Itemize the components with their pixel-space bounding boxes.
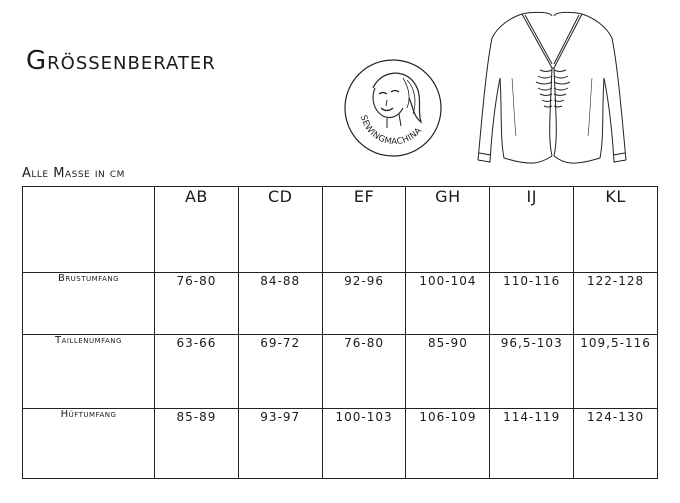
table-cell: 96,5-103 [490,335,574,409]
page-title: Grössenberater [26,46,216,76]
size-table [22,186,658,479]
table-cell: 124-130 [574,409,658,479]
table-header-row [23,187,658,273]
table-cell: 69-72 [238,335,322,409]
table-cell: 76-80 [322,335,406,409]
row-label: Taillenumfang [23,335,155,409]
table-cell: 110-116 [490,273,574,335]
table-row [23,335,658,409]
table-cell: 84-88 [238,273,322,335]
table-cell: 85-90 [406,335,490,409]
column-header: KL [574,187,658,273]
cardigan-sketch-icon [470,8,640,168]
cardigan-sketch [470,8,640,168]
column-header: AB [155,187,239,273]
woman-portrait-icon [343,58,443,158]
column-header: EF [322,187,406,273]
logo-text: SEWINGMACHINA [357,114,425,148]
row-label: Brustumfang [23,273,155,335]
units-note: Alle Masse in cm [22,166,125,181]
table-cell: 85-89 [155,409,239,479]
table-cell: 109,5-116 [574,335,658,409]
table-corner-cell [23,187,155,273]
table-cell: 76-80 [155,273,239,335]
table-cell: 114-119 [490,409,574,479]
table-cell: 122-128 [574,273,658,335]
table-cell: 100-104 [406,273,490,335]
row-label: Hüftumfang [23,409,155,479]
table-cell: 93-97 [238,409,322,479]
table-cell: 100-103 [322,409,406,479]
table-row [23,273,658,335]
table-cell: 92-96 [322,273,406,335]
table-cell: 106-109 [406,409,490,479]
sewingmachina-logo [343,58,443,158]
table-cell: 63-66 [155,335,239,409]
column-header: GH [406,187,490,273]
column-header: IJ [490,187,574,273]
table-row [23,409,658,479]
column-header: CD [238,187,322,273]
